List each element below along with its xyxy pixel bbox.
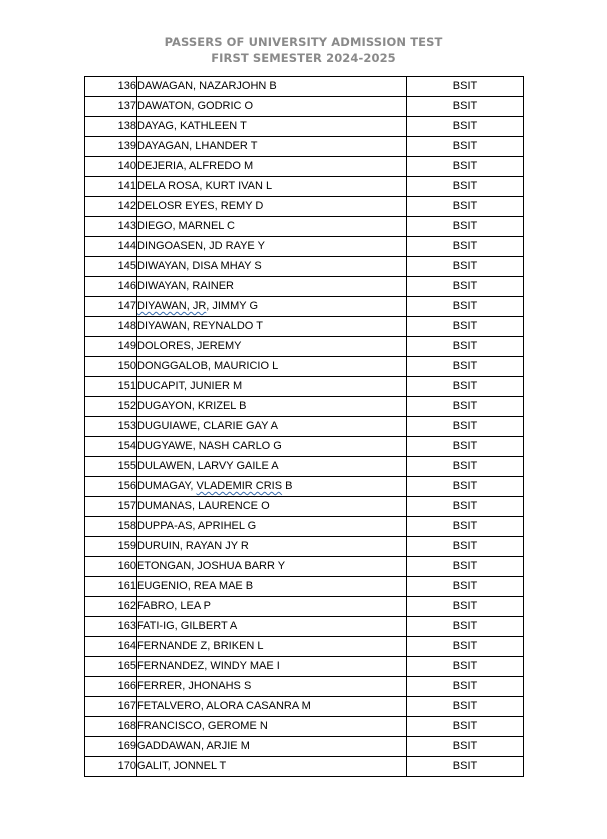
passer-name: DAYAGAN, LHANDER T	[137, 137, 407, 157]
passer-name: DUPPA-AS, APRIHEL G	[137, 517, 407, 537]
course-code: BSIT	[407, 557, 524, 577]
table-row	[85, 677, 524, 697]
course-code: BSIT	[407, 257, 524, 277]
course-code: BSIT	[407, 157, 524, 177]
row-number: 150	[85, 357, 137, 377]
course-code: BSIT	[407, 757, 524, 777]
course-code: BSIT	[407, 517, 524, 537]
row-number: 169	[85, 737, 137, 757]
passer-name: DONGGALOB, MAURICIO L	[137, 357, 407, 377]
row-number: 148	[85, 317, 137, 337]
course-code: BSIT	[407, 357, 524, 377]
passer-name: DELOSR EYES, REMY D	[137, 197, 407, 217]
course-code: BSIT	[407, 337, 524, 357]
row-number: 163	[85, 617, 137, 637]
course-code: BSIT	[407, 477, 524, 497]
course-code: BSIT	[407, 97, 524, 117]
table-row	[85, 257, 524, 277]
row-number: 159	[85, 537, 137, 557]
course-code: BSIT	[407, 657, 524, 677]
passer-name: EUGENIO, REA MAE B	[137, 577, 407, 597]
table-row	[85, 97, 524, 117]
table-row	[85, 137, 524, 157]
row-number: 161	[85, 577, 137, 597]
table-row	[85, 117, 524, 137]
passer-name: ETONGAN, JOSHUA BARR Y	[137, 557, 407, 577]
passer-name: FATI-IG, GILBERT A	[137, 617, 407, 637]
table-row	[85, 297, 524, 317]
course-code: BSIT	[407, 497, 524, 517]
course-code: BSIT	[407, 397, 524, 417]
row-number: 137	[85, 97, 137, 117]
table-row	[85, 317, 524, 337]
course-code: BSIT	[407, 457, 524, 477]
table-row	[85, 397, 524, 417]
header-subtitle: FIRST SEMESTER 2024-2025	[211, 51, 396, 65]
table-row	[85, 617, 524, 637]
course-code: BSIT	[407, 717, 524, 737]
passer-name: FERNANDEZ, WINDY MAE I	[137, 657, 407, 677]
table-row	[85, 557, 524, 577]
passer-name: DEJERIA, ALFREDO M	[137, 157, 407, 177]
table-row	[85, 237, 524, 257]
row-number: 157	[85, 497, 137, 517]
passers-table	[84, 76, 524, 777]
table-row	[85, 637, 524, 657]
course-code: BSIT	[407, 617, 524, 637]
passer-name: DUGAYON, KRIZEL B	[137, 397, 407, 417]
passer-name: DAWATON, GODRIC O	[137, 97, 407, 117]
table-row	[85, 217, 524, 237]
course-code: BSIT	[407, 117, 524, 137]
passer-name: DIYAWAN, REYNALDO T	[137, 317, 407, 337]
passer-name: DUMANAS, LAURENCE O	[137, 497, 407, 517]
course-code: BSIT	[407, 177, 524, 197]
row-number: 144	[85, 237, 137, 257]
course-code: BSIT	[407, 437, 524, 457]
table-row	[85, 497, 524, 517]
row-number: 147	[85, 297, 137, 317]
passer-name: DAWAGAN, NAZARJOHN B	[137, 77, 407, 97]
row-number: 162	[85, 597, 137, 617]
passer-name: DINGOASEN, JD RAYE Y	[137, 237, 407, 257]
passer-name: DOLORES, JEREMY	[137, 337, 407, 357]
row-number: 138	[85, 117, 137, 137]
row-number: 168	[85, 717, 137, 737]
row-number: 139	[85, 137, 137, 157]
table-row	[85, 737, 524, 757]
passer-name: DAYAG, KATHLEEN T	[137, 117, 407, 137]
row-number: 158	[85, 517, 137, 537]
table-row	[85, 517, 524, 537]
passer-name: DELA ROSA, KURT IVAN L	[137, 177, 407, 197]
table-row	[85, 277, 524, 297]
passer-name: FERRER, JHONAHS S	[137, 677, 407, 697]
row-number: 146	[85, 277, 137, 297]
table-row	[85, 477, 524, 497]
course-code: BSIT	[407, 297, 524, 317]
document-header	[0, 34, 607, 66]
passer-name: DUCAPIT, JUNIER M	[137, 377, 407, 397]
course-code: BSIT	[407, 577, 524, 597]
table-row	[85, 197, 524, 217]
table-row	[85, 417, 524, 437]
course-code: BSIT	[407, 317, 524, 337]
row-number: 151	[85, 377, 137, 397]
table-row	[85, 537, 524, 557]
row-number: 156	[85, 477, 137, 497]
passer-name-part: B	[282, 480, 293, 492]
passer-name-part: DUMAGAY,	[137, 480, 197, 492]
spellcheck-flagged-text: DIYAWAN, JR	[137, 300, 207, 312]
passer-name: GALIT, JONNEL T	[137, 757, 407, 777]
row-number: 167	[85, 697, 137, 717]
course-code: BSIT	[407, 677, 524, 697]
course-code: BSIT	[407, 637, 524, 657]
table-row	[85, 377, 524, 397]
table-row	[85, 657, 524, 677]
passer-name: FETALVERO, ALORA CASANRA M	[137, 697, 407, 717]
row-number: 164	[85, 637, 137, 657]
row-number: 143	[85, 217, 137, 237]
table-row	[85, 157, 524, 177]
passer-name: DURUIN, RAYAN JY R	[137, 537, 407, 557]
row-number: 170	[85, 757, 137, 777]
row-number: 166	[85, 677, 137, 697]
table-row	[85, 597, 524, 617]
table-row	[85, 77, 524, 97]
row-number: 142	[85, 197, 137, 217]
course-code: BSIT	[407, 417, 524, 437]
course-code: BSIT	[407, 737, 524, 757]
table-row	[85, 457, 524, 477]
passer-name: DUGUIAWE, CLARIE GAY A	[137, 417, 407, 437]
spellcheck-flagged-text: VLADEMIR CRIS	[196, 480, 283, 492]
course-code: BSIT	[407, 197, 524, 217]
course-code: BSIT	[407, 377, 524, 397]
table-row	[85, 717, 524, 737]
passer-name: DUGYAWE, NASH CARLO G	[137, 437, 407, 457]
passer-name: FABRO, LEA P	[137, 597, 407, 617]
passer-name: DULAWEN, LARVY GAILE A	[137, 457, 407, 477]
course-code: BSIT	[407, 77, 524, 97]
course-code: BSIT	[407, 537, 524, 557]
row-number: 136	[85, 77, 137, 97]
row-number: 155	[85, 457, 137, 477]
passer-name	[137, 477, 407, 497]
course-code: BSIT	[407, 237, 524, 257]
table-row	[85, 757, 524, 777]
course-code: BSIT	[407, 697, 524, 717]
table-row	[85, 437, 524, 457]
row-number: 154	[85, 437, 137, 457]
row-number: 153	[85, 417, 137, 437]
row-number: 152	[85, 397, 137, 417]
header-title: PASSERS OF UNIVERSITY ADMISSION TEST	[164, 35, 443, 49]
passer-name: DIWAYAN, DISA MHAY S	[137, 257, 407, 277]
passer-name: FERNANDE Z, BRIKEN L	[137, 637, 407, 657]
row-number: 145	[85, 257, 137, 277]
course-code: BSIT	[407, 217, 524, 237]
table-row	[85, 357, 524, 377]
row-number: 160	[85, 557, 137, 577]
passer-name	[137, 297, 407, 317]
row-number: 149	[85, 337, 137, 357]
table-row	[85, 177, 524, 197]
row-number: 165	[85, 657, 137, 677]
passer-name-part: , JIMMY G	[206, 300, 259, 312]
passer-name: GADDAWAN, ARJIE M	[137, 737, 407, 757]
row-number: 140	[85, 157, 137, 177]
table-row	[85, 577, 524, 597]
passer-name: DIWAYAN, RAINER	[137, 277, 407, 297]
passer-name: FRANCISCO, GEROME N	[137, 717, 407, 737]
table-row	[85, 697, 524, 717]
table-row	[85, 337, 524, 357]
row-number: 141	[85, 177, 137, 197]
course-code: BSIT	[407, 137, 524, 157]
passer-name: DIEGO, MARNEL C	[137, 217, 407, 237]
course-code: BSIT	[407, 597, 524, 617]
course-code: BSIT	[407, 277, 524, 297]
